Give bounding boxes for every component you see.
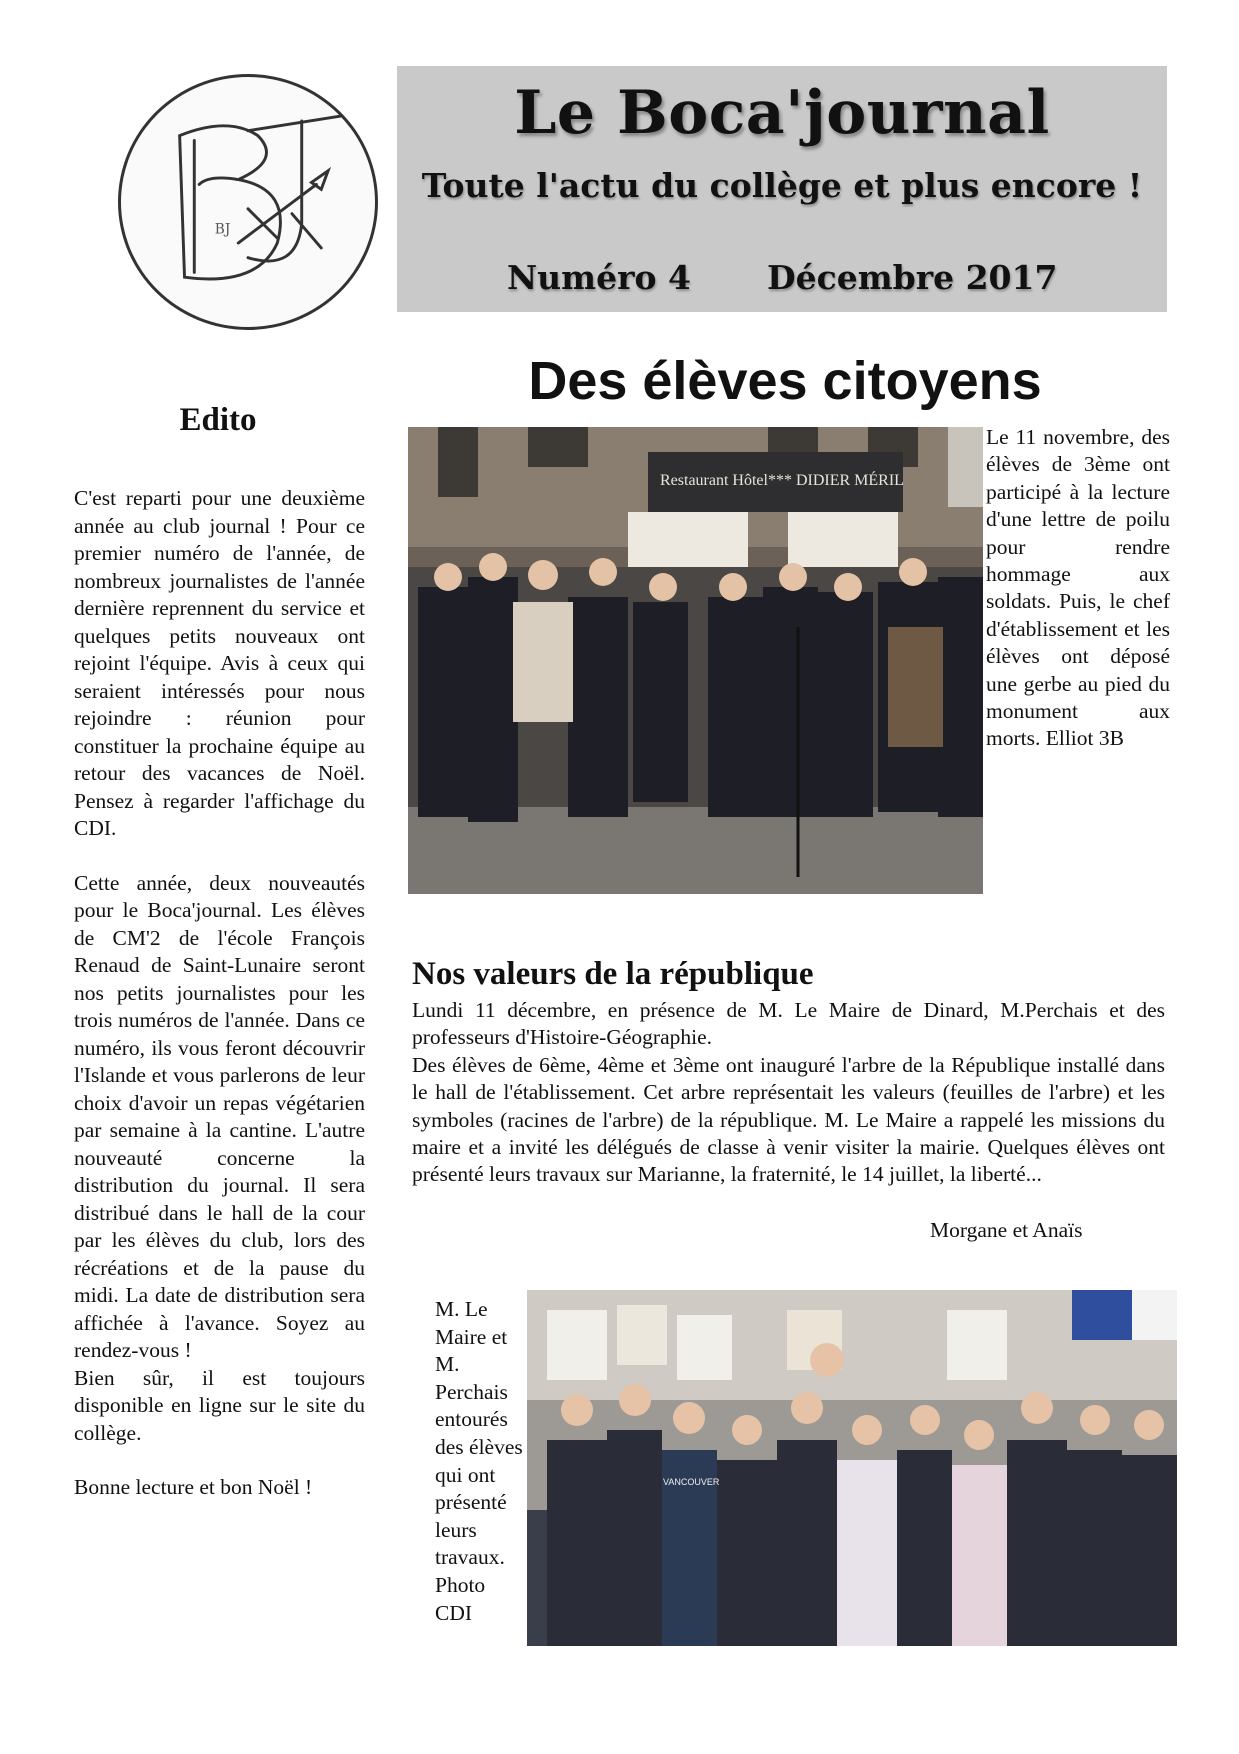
issue-date: Décembre 2017	[767, 258, 1058, 297]
edito-paragraph: Cette année, deux nouveautés pour le Boca'journal. Les élèves de CM'2 de l'école François Renaud de Saint-Lunaire seront nos petits journalistes pour les trois numéros de l'année. Dans ce numéro, ils vous feront découvrir l'Islande et vous parlerons de leur choix d'avoir un repas végétarien par semaine à la cantine. L'autre nouveauté concerne la distribution du journal. Il sera distribué dans le hall de la cour par les élèves du club, lors des récréations et de la pause du midi. La date de distribution sera affichée à l'avance. Soyez au rendez-vous !	[74, 870, 365, 1362]
edito-paragraph: Bonne lecture et bon Noël !	[74, 1475, 313, 1499]
article2-author: Morgane et Anaïs	[930, 1218, 1083, 1242]
pen-and-letters-logo-icon	[121, 77, 375, 327]
article-headline: Des élèves citoyens	[528, 351, 1042, 411]
article1-text: Le 11 novembre, des élèves de 3ème ont participé à la lecture d'une lettre de poilu pour rendre hommage aux soldats. Puis, le chef d'établissement et les élèves ont déposé une gerbe au pied du monument aux morts. Elliot 3B	[986, 425, 1170, 751]
ceremony-photo-illustration	[408, 427, 983, 894]
article2-body	[412, 997, 1165, 1189]
edito-paragraph: Bien sûr, il est toujours disponible en ligne sur le site du collège.	[74, 1365, 365, 1445]
svg-text:BJ: BJ	[214, 221, 231, 238]
journal-title: Le Boca'journal	[514, 78, 1050, 148]
svg-text:VANCOUVER: VANCOUVER	[663, 1477, 720, 1487]
photo-caption: M. Le Maire et M. Perchais entourés des élèves qui ont présenté leurs travaux. Photo CDI	[435, 1297, 523, 1625]
journal-logo	[118, 74, 378, 330]
article2-paragraph: Lundi 11 décembre, en présence de M. Le Maire de Dinard, M.Perchais et des professeurs d'Histoire-Géographie.	[412, 998, 1165, 1050]
journal-subtitle: Toute l'actu du collège et plus encore !	[421, 166, 1143, 205]
article2-title: Nos valeurs de la république	[412, 956, 814, 992]
group-photo	[527, 1290, 1177, 1646]
issue-number: Numéro 4	[507, 258, 691, 297]
edito-paragraph: C'est reparti pour une deuxième année au club journal ! Pour ce premier numéro de l'année, de nombreux journalistes de l'année dernière reprennent du service et quelques petits nouveaux ont rejoint l'équipe. Avis à ceux qui seraient intéressés pour nous rejoindre : réunion pour constituer la prochaine équipe au retour des vacances de Noël. Pensez à regarder l'affichage du CDI.	[74, 486, 365, 840]
masthead	[397, 66, 1167, 312]
edito-column	[74, 485, 365, 1502]
edito-title: Edito	[179, 402, 257, 438]
svg-text:Restaurant Hôtel*** DIDIER MÉR: Restaurant Hôtel*** DIDIER MÉRIL	[660, 472, 904, 489]
article2-paragraph: Des élèves de 6ème, 4ème et 3ème ont inauguré l'arbre de la République installé dans le hall de l'établissement. Cet arbre représentait les valeurs (feuilles de l'arbre) et les symboles (racines de l'arbre) de la république. M. Le Maire a rappelé les missions du maire et a invité les délégués de classe à venir visiter la mairie. Quelques élèves ont présenté leurs travaux sur Marianne, la fraternité, le 14 juillet, la liberté...	[412, 1052, 1165, 1187]
ceremony-photo	[408, 427, 983, 894]
group-photo-illustration	[527, 1290, 1177, 1646]
